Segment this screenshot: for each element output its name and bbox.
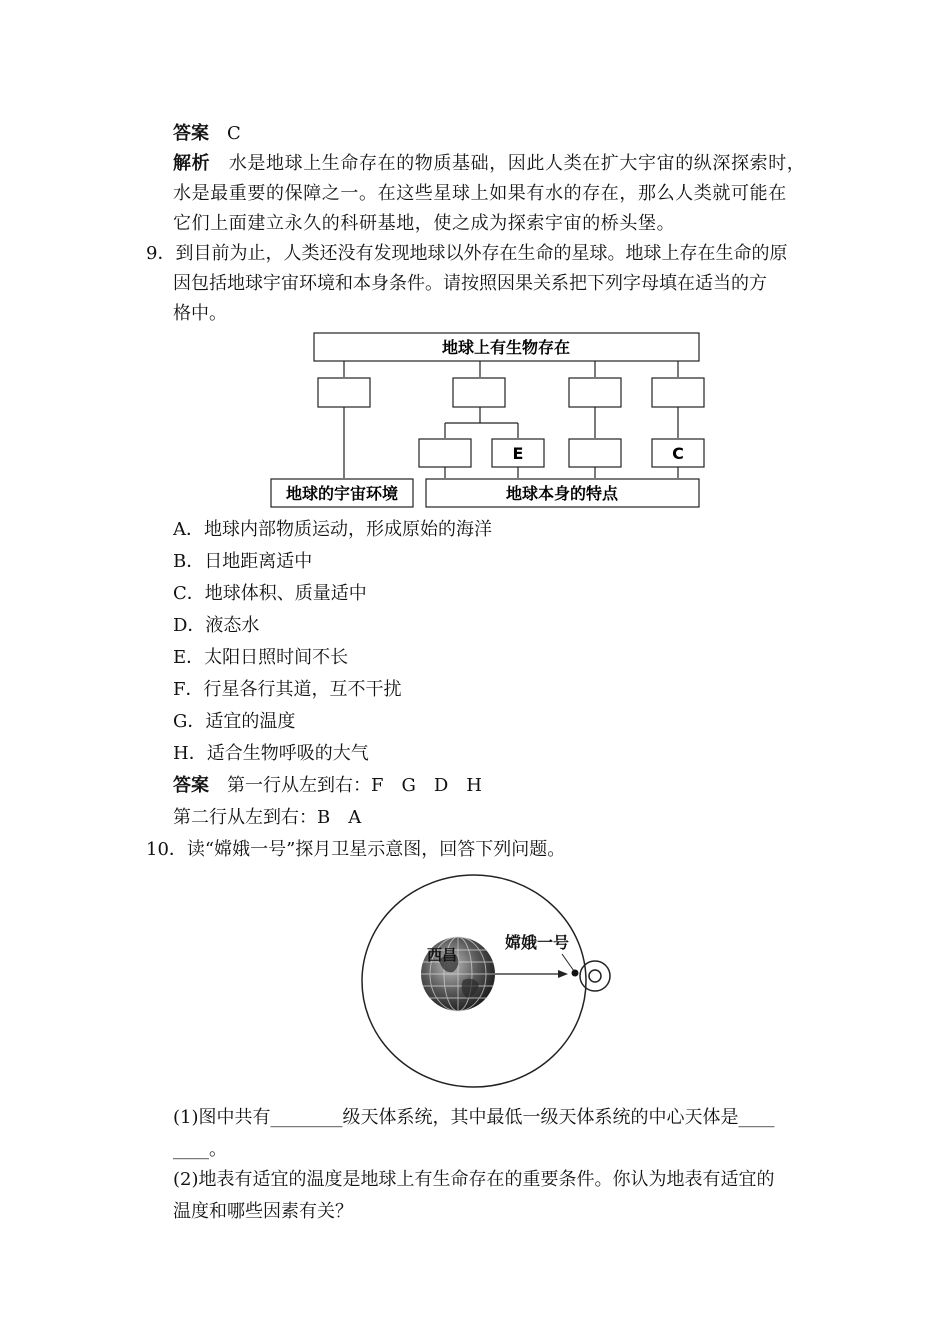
bottom-left-label: 地球的宇宙环境 xyxy=(285,484,399,503)
q9-answer-line-1 xyxy=(173,774,482,798)
arrow-head-icon xyxy=(558,970,568,978)
box-c-label: C xyxy=(672,444,684,463)
box-e-label: E xyxy=(512,444,524,463)
q9-option-c: C．地球体积、质量适中 xyxy=(173,583,367,604)
q9-stem-line-1 xyxy=(146,242,787,266)
row2-box-1 xyxy=(419,439,471,467)
q9-option-d: D．液态水 xyxy=(173,615,260,636)
xichang-label: 西昌 xyxy=(427,946,458,964)
q10-sub2-line-2: 温度和哪些因素有关？ xyxy=(173,1201,353,1222)
q9-option-f: F．行星各行其道，互不干扰 xyxy=(173,679,402,700)
bottom-right-label: 地球本身的特点 xyxy=(505,484,619,503)
top-box-label: 地球上有生物存在 xyxy=(441,338,571,357)
q9-stem-line-2: 因包括地球宇宙环境和本身条件。请按照因果关系把下列字母填在适当的方 xyxy=(173,273,767,294)
q9-stem-text-1: 到目前为止，人类还没有发现地球以外存在生命的星球。地球上存在生命的原 xyxy=(175,243,788,264)
q9-stem-line-3: 格中。 xyxy=(173,303,227,324)
q10-stem: 10．读“嫦娥一号”探月卫星示意图，回答下列问题。 xyxy=(146,839,566,860)
q8-analysis-label: 解析 xyxy=(173,153,211,174)
q9-answer-text-1: 第一行从左到右：F G D H xyxy=(227,775,482,796)
q10-sub2-line-1: (2)地表有适宜的温度是地球上有生命存在的重要条件。你认为地表有适宜的 xyxy=(173,1169,775,1190)
q8-analysis-text-1: 水是地球上生命存在的物质基础，因此人类在扩大宇宙的纵深探索时， xyxy=(228,153,806,174)
q8-answer-value: C xyxy=(227,123,241,144)
q8-answer-label: 答案 xyxy=(173,123,209,144)
satellite-leader-line xyxy=(562,954,574,971)
lunar-orbit-icon xyxy=(580,961,610,991)
q9-option-h: H．适合生物呼吸的大气 xyxy=(173,743,369,764)
q9-answer-line-2: 第二行从左到右：B A xyxy=(173,807,362,828)
change-1-figure xyxy=(355,868,615,1094)
cause-effect-diagram xyxy=(260,328,710,513)
q9-answer-label: 答案 xyxy=(173,775,209,796)
moon-icon xyxy=(589,970,601,982)
row1-box-3 xyxy=(569,378,621,407)
q9-number: 9． xyxy=(146,243,176,264)
q10-sub1-line-1: (1)图中共有________级天体系统，其中最低一级天体系统的中心天体是____ xyxy=(173,1107,775,1128)
satellite-icon xyxy=(572,970,579,977)
satellite-label: 嫦娥一号 xyxy=(505,933,570,952)
q9-option-g: G．适宜的温度 xyxy=(173,711,296,732)
row1-box-4 xyxy=(652,378,704,407)
q9-option-e: E．太阳日照时间不长 xyxy=(173,647,349,668)
q8-analysis-line-3: 它们上面建立永久的科研基地，使之成为探索宇宙的桥头堡。 xyxy=(173,213,676,234)
row2-box-3 xyxy=(569,439,621,467)
q8-answer xyxy=(173,122,241,146)
q8-analysis-line-2: 水是最重要的保障之一。在这些星球上如果有水的存在，那么人类就可能在 xyxy=(173,183,787,204)
q10-sub1-line-2: ____。 xyxy=(173,1139,227,1160)
q9-option-b: B．日地距离适中 xyxy=(173,551,313,572)
q9-option-a: A．地球内部物质运动，形成原始的海洋 xyxy=(173,519,492,540)
row1-box-2 xyxy=(453,378,505,407)
row1-box-1 xyxy=(318,378,370,407)
q8-analysis-line-1 xyxy=(173,152,805,176)
